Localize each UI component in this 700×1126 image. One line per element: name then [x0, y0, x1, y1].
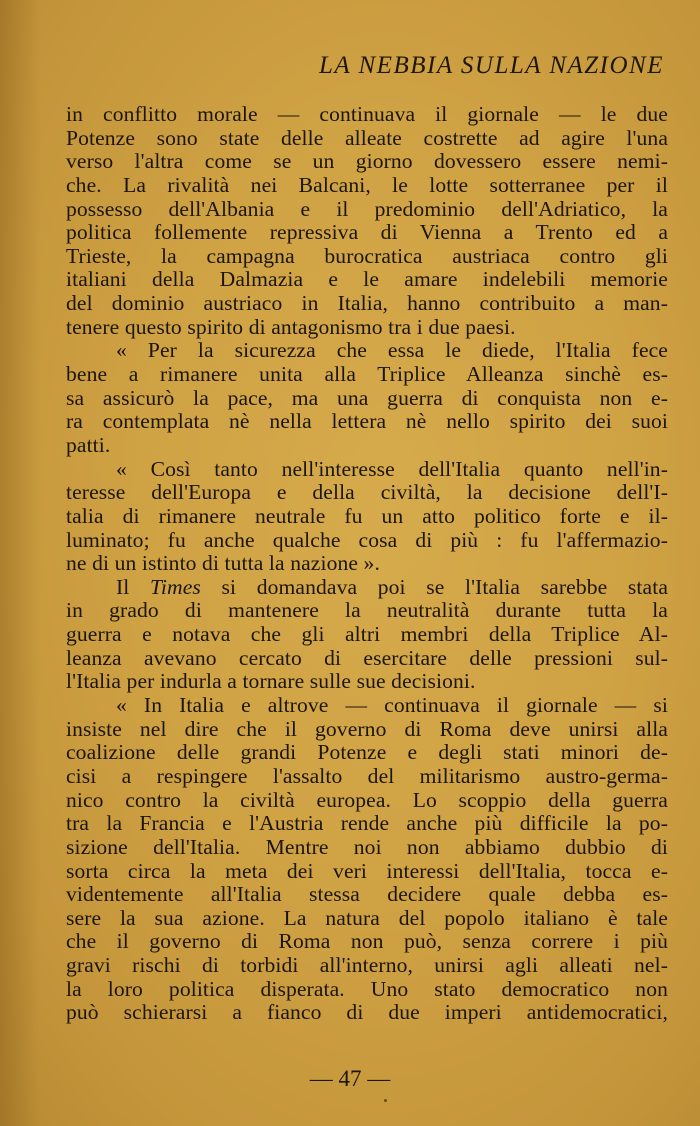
- text-line: politica follemente repressiva di Vienna a Trento ed a: [66, 220, 668, 245]
- text-line: possesso dell'Albania e il predominio dell'Adriatico, la: [66, 196, 668, 221]
- text-line: sizione dell'Italia. Mentre noi non abbiamo dubbio di: [66, 834, 668, 859]
- text-line: sa assicurò la pace, ma una guerra di conquista non e-: [66, 385, 668, 410]
- text-line: « Per la sicurezza che essa le diede, l'Italia fece: [116, 338, 668, 363]
- text-line: nico contro la civiltà europea. Lo scoppio della guerra: [66, 787, 668, 812]
- text-line: ra contemplata nè nella lettera nè nello spirito dei suoi: [66, 409, 668, 434]
- text-line: patti.: [66, 432, 111, 457]
- text-line: coalizione delle grandi Potenze e degli stati minori de-: [66, 740, 668, 765]
- text-line: guerra e notava che gli altri membri della Triplice Al-: [66, 622, 668, 647]
- ink-speck: [384, 1099, 387, 1102]
- text-line: tenere questo spirito di antagonismo tra i due paesi.: [66, 314, 516, 339]
- text-line: « Così tanto nell'interesse dell'Italia quanto nell'in-: [116, 456, 668, 481]
- text-line: videntemente all'Italia stessa decidere quale debba es-: [66, 882, 668, 907]
- text-line: talia di rimanere neutrale fu un atto politico forte e il-: [66, 503, 668, 528]
- text-line: insiste nel dire che il governo di Roma deve unirsi alla: [66, 716, 668, 741]
- newspaper-title: Times: [150, 574, 201, 599]
- text-line: verso l'altra come se un giorno dovessero essere nemi-: [66, 149, 668, 174]
- text-line: del dominio austriaco in Italia, hanno contribuito a man-: [66, 291, 668, 316]
- text-line: sorta circa la meta dei veri interessi dell'Italia, tocca e-: [66, 858, 668, 883]
- text-line: in grado di mantenere la neutralità durante tutta la: [66, 598, 668, 623]
- running-head: LA NEBBIA SULLA NAZIONE: [319, 52, 664, 79]
- text-line: teresse dell'Europa e della civiltà, la decisione dell'I-: [66, 480, 668, 505]
- text-line: sere la sua azione. La natura del popolo italiano è tale: [66, 905, 668, 930]
- text-line: che. La rivalità nei Balcani, le lotte sotterranee per il: [66, 172, 668, 197]
- text-line: che il governo di Roma non può, senza correre i più: [66, 929, 668, 954]
- binding-shadow: [0, 0, 40, 1126]
- text-line: gravi rischi di torbidi all'interno, unirsi agli alleati nel-: [66, 953, 668, 978]
- text-line: italiani della Dalmazia e le amare indelebili memorie: [66, 267, 668, 292]
- text-line: può schierarsi a fianco di due imperi antidemocratici,: [66, 1000, 668, 1025]
- text-line: Trieste, la campagna burocratica austriaca contro gli: [66, 243, 668, 268]
- text-line: leanza avevano cercato di esercitare delle pressioni sul-: [66, 645, 668, 670]
- text-line: la loro politica disperata. Uno stato democratico non: [66, 976, 668, 1001]
- body-text: [66, 103, 668, 1025]
- text-line: Il Times si domandava poi se l'Italia sarebbe stata: [116, 574, 668, 599]
- text-line: cisi a respingere l'assalto del militarismo austro-germa-: [66, 763, 668, 788]
- text-line: luminato; fu anche qualche cosa di più : fu l'affermazio-: [66, 527, 668, 552]
- page-number: — 47 —: [309, 1066, 391, 1091]
- text-line: in conflitto morale — continuava il giornale — le due: [66, 102, 668, 126]
- text-line: Potenze sono state delle alleate costrette ad agire l'una: [66, 125, 668, 150]
- text-line: « In Italia e altrove — continuava il giornale — si: [116, 693, 668, 718]
- text-line: l'Italia per indurla a tornare sulle sue decisioni.: [66, 669, 476, 694]
- text-line: bene a rimanere unita alla Triplice Alleanza sinchè es-: [66, 362, 668, 387]
- text-line: tra la Francia e l'Austria rende anche più difficile la po-: [66, 811, 668, 836]
- text-line: ne di un istinto di tutta la nazione ».: [66, 551, 380, 576]
